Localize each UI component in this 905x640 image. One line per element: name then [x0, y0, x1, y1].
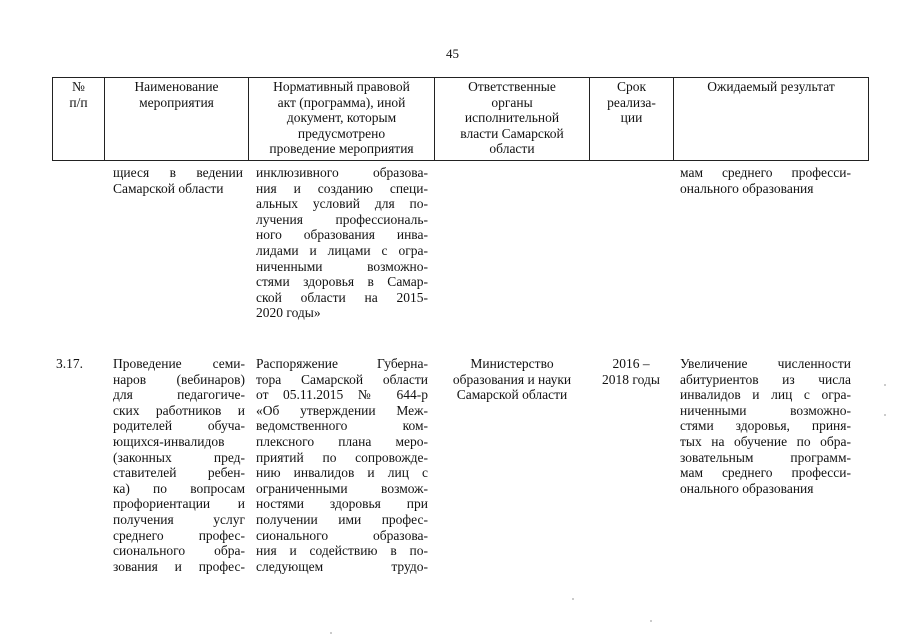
header-text: мероприятия [139, 94, 214, 110]
header-text: Нормативный правовой [273, 79, 410, 94]
header-org [435, 79, 589, 157]
text-line: ющихся-инвалидов [113, 433, 225, 449]
event-name-cell [113, 356, 245, 574]
text-line: приятий по сопровожде- [256, 449, 428, 465]
text-line: мам среднего професси- [680, 165, 851, 180]
header-text: ции [620, 110, 643, 126]
text-line: зования и профес- [113, 558, 245, 574]
header-text: власти Самарской [460, 125, 564, 141]
text-line: среднего профес- [113, 527, 245, 543]
text-line: 2018 годы [602, 371, 660, 387]
text-line: Распоряжение Губерна- [256, 356, 428, 371]
text-line: для педагогиче- [113, 387, 245, 403]
header-text: Наименование [134, 79, 219, 94]
header-text: предусмотрено [297, 125, 386, 141]
text-line: сионального образова- [256, 527, 428, 543]
expected-result-cell [680, 356, 851, 496]
text-line: 2016 – [612, 356, 650, 371]
cont-act-cell [256, 165, 428, 321]
text-line: стями здоровья, приня- [680, 418, 851, 434]
text-line: получения услуг [113, 511, 245, 527]
text-line: 2020 годы» [256, 305, 321, 321]
text-line: Министерство [470, 356, 554, 371]
text-line: сионального обра- [113, 543, 245, 559]
text-line: Проведение семи- [113, 356, 245, 371]
header-text: документ, которым [286, 110, 397, 126]
text-line: Самарской области [113, 180, 224, 196]
text-line: стями здоровья в Самар- [256, 274, 428, 290]
text-line: ниченными возможно- [680, 402, 851, 418]
column-divider [868, 77, 869, 161]
header-num [53, 79, 104, 110]
text-line: ка) по вопросам [113, 480, 245, 496]
text-line: онального образования [680, 480, 814, 496]
scan-speck [650, 620, 652, 622]
text-line: ведомственного ком- [256, 418, 428, 434]
text-line: ния и созданию специ- [256, 180, 428, 196]
text-line: образования и науки [452, 371, 572, 387]
text-line: Увеличение численности [680, 356, 851, 371]
scan-speck [884, 384, 886, 386]
text-line: зовательным программ- [680, 449, 851, 465]
header-text: проведение мероприятия [269, 141, 414, 157]
text-line: (законных пред- [113, 449, 245, 465]
term-cell [590, 356, 672, 387]
text-line: лучения профессиональ- [256, 211, 428, 227]
header-name [105, 79, 248, 110]
row-number: 3.17. [56, 356, 83, 371]
text-line: получении ими профес- [256, 511, 428, 527]
header-text: Срок [616, 79, 647, 94]
legal-act-cell [256, 356, 428, 574]
text-line: следующем трудо- [256, 558, 428, 574]
text-line: абитуриентов из числа [680, 371, 851, 387]
responsible-org-cell [436, 356, 588, 403]
text-line: от 05.11.2015 № 644-р [256, 387, 428, 403]
text-line: щиеся в ведении [113, 165, 243, 180]
header-text: Ответственные [468, 79, 556, 94]
text-line: альных условий для по- [256, 196, 428, 212]
header-text: области [489, 141, 535, 157]
text-line: наров (вебинаров) [113, 371, 245, 387]
text-line: инвалидов и лиц с огра- [680, 387, 851, 403]
text-line: тора Самарской области [256, 371, 428, 387]
text-line: ограниченными возмож- [256, 480, 428, 496]
text-line: лидами и лицами с огра- [256, 242, 428, 258]
text-line: ских работников и [113, 402, 245, 418]
text-line: «Об утверждении Меж- [256, 402, 428, 418]
header-text: Ожидаемый результат [707, 79, 835, 94]
header-text: № [72, 79, 85, 94]
text-line: онального образования [680, 180, 814, 196]
text-line: инклюзивного образова- [256, 165, 428, 180]
scan-speck [884, 414, 886, 416]
text-line: тых на обучение по обра- [680, 433, 851, 449]
scan-speck [330, 632, 332, 634]
text-line: Самарской области [456, 387, 568, 403]
page-number: 45 [446, 46, 459, 61]
table-top-border [52, 77, 868, 78]
text-line: ностями здоровья при [256, 496, 428, 512]
cont-result-cell [680, 165, 851, 196]
header-act [249, 79, 434, 157]
text-line: родителей обуча- [113, 418, 245, 434]
header-term [590, 79, 673, 126]
text-line: ставителей ребен- [113, 465, 245, 481]
text-line: ской области на 2015- [256, 289, 428, 305]
header-text: органы [491, 94, 533, 110]
cont-name-cell [113, 165, 243, 196]
text-line: мам среднего професси- [680, 465, 851, 481]
text-line: нию инвалидов и лиц с [256, 465, 428, 481]
text-line: плексного плана меро- [256, 433, 428, 449]
header-text: исполнительной [464, 110, 560, 126]
text-line: ного образования инва- [256, 227, 428, 243]
header-bottom-border [52, 160, 868, 161]
text-line: ниченными возможно- [256, 258, 428, 274]
header-text: акт (программа), иной [277, 94, 406, 110]
header-result [674, 79, 868, 95]
text-line: ния и содействию в по- [256, 543, 428, 559]
header-text: реализа- [607, 94, 656, 110]
scan-speck [572, 598, 574, 600]
header-text: п/п [69, 94, 88, 110]
text-line: профориентации и [113, 496, 245, 512]
